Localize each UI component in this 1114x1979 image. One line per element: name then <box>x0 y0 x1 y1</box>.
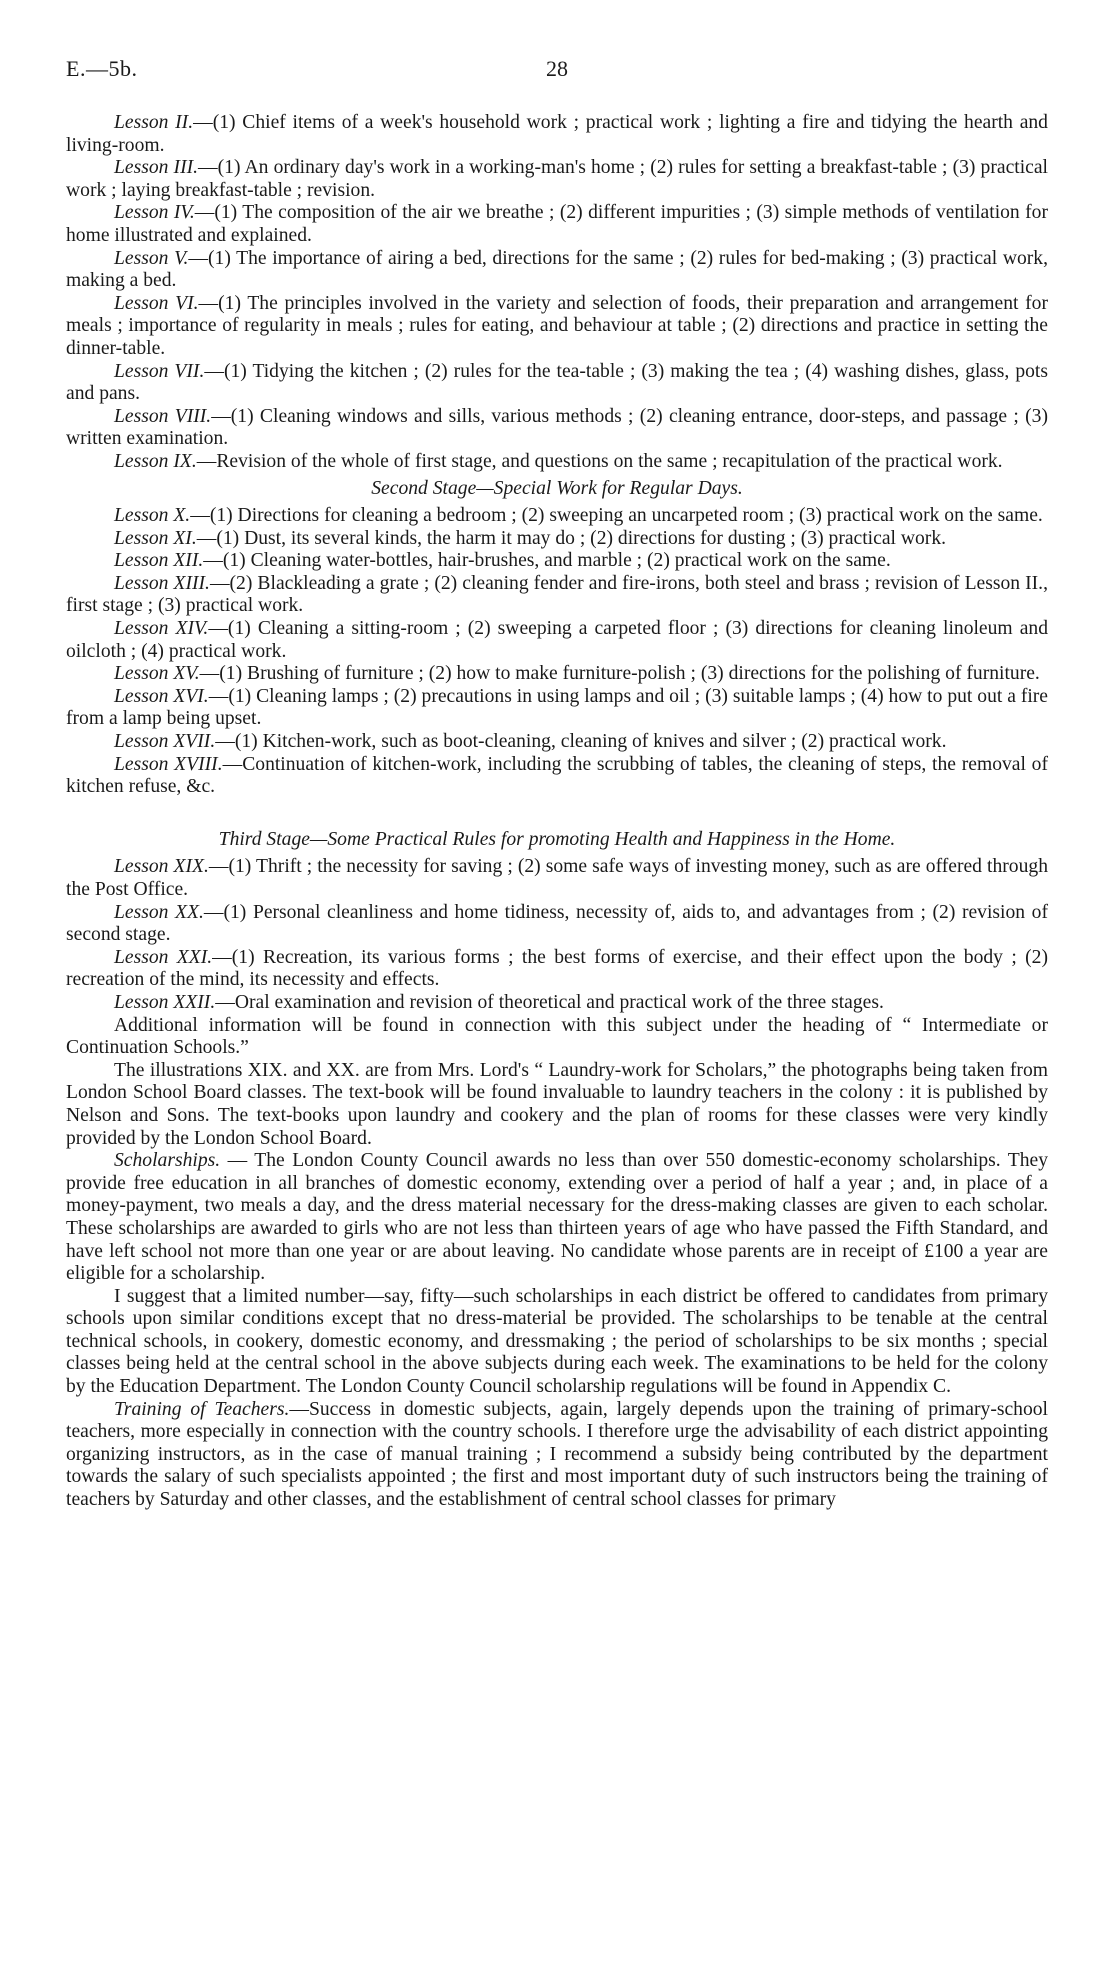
lesson-label: Lesson XI. <box>114 527 197 549</box>
lesson-label: Lesson VI. <box>114 292 199 314</box>
lesson-text: —(1) Dust, its several kinds, the harm it may do ; (2) directions for dusting ; (3) practical work. <box>196 527 947 549</box>
lesson-text: —(1) Brushing of furniture ; (2) how to make furniture-polish ; (3) directions for the polishing of furniture. <box>199 663 1040 685</box>
lesson-paragraph <box>66 856 1048 901</box>
lesson-label: Lesson XVI. <box>114 685 209 707</box>
third-stage-heading: Third Stage—Some Practical Rules for promoting Health and Happiness in the Home. <box>218 828 896 850</box>
lesson-paragraph <box>66 663 1048 686</box>
lesson-text: —(1) Kitchen-work, such as boot-cleaning, cleaning of knives and silver ; (2) practical work. <box>215 731 947 753</box>
lesson-paragraph <box>66 406 1048 451</box>
lesson-label: Lesson X. <box>114 505 191 527</box>
additional-info-paragraph: Additional information will be found in connection with this subject under the heading of “ Intermediate or Continuation Schools.” <box>66 1014 1048 1059</box>
lesson-text: —(2) Blackleading a grate ; (2) cleaning fender and fire-irons, both steel and brass ; revision of Lesson II., first stage ; (3) practical work. <box>66 572 1048 617</box>
page-header <box>66 58 1048 84</box>
lesson-text: —(1) Personal cleanliness and home tidiness, necessity of, aids to, and advantages from ; (2) revision of second stage. <box>66 901 1049 946</box>
lesson-text: —(1) Chief items of a week's household work ; practical work ; lighting a fire and tidying the hearth and living-room. <box>66 112 1048 156</box>
page-number: 28 <box>546 56 568 81</box>
lesson-paragraph <box>66 112 1048 157</box>
lesson-label: Lesson IV. <box>114 202 195 224</box>
lesson-label: Lesson XVIII. <box>114 753 223 775</box>
lesson-paragraph <box>66 992 1048 1015</box>
lesson-paragraph <box>66 202 1048 247</box>
lesson-label: Lesson IX. <box>114 450 197 472</box>
lesson-text: —(1) The importance of airing a bed, directions for the same ; (2) rules for bed-making ; (3) practical work, making a bed. <box>66 247 1048 292</box>
lesson-paragraph <box>66 754 1048 799</box>
lesson-label: Lesson XIX. <box>114 856 209 878</box>
suggestion-paragraph: I suggest that a limited number—say, fifty—such scholarships in each district be offered to candidates from primary schools upon similar conditions except that no dress-material be provided. The scholarships to be tenable at the central technical schools, in cookery, domestic economy, and dressmaking ; the period of scholarships to be six months ; special classes being held at the central school in the above subjects during each week. The examinations to be held for the colony by the Education Department. The London County Council scholarship regulations will be found in Appendix C. <box>66 1285 1048 1398</box>
lesson-text: —Revision of the whole of first stage, and questions on the same ; recapitulation of the practical work. <box>196 450 1003 472</box>
lesson-paragraph <box>66 293 1048 361</box>
lesson-label: Lesson VII. <box>114 360 205 382</box>
lesson-paragraph <box>66 528 1048 551</box>
lesson-text: —(1) An ordinary day's work in a working-man's home ; (2) rules for setting a breakfast-table ; (3) practical work ; laying breakfast-table ; revision. <box>66 157 1049 201</box>
lesson-paragraph <box>66 550 1048 573</box>
training-paragraph <box>66 1399 1048 1512</box>
lesson-paragraph <box>66 686 1048 731</box>
scholarships-label: Scholarships. <box>114 1150 221 1172</box>
lesson-text: —(1) Cleaning windows and sills, various methods ; (2) cleaning entrance, door-steps, and passage ; (3) written examination. <box>66 405 1048 450</box>
lesson-label: Lesson XIV. <box>114 618 209 640</box>
lesson-text: —(1) Tidying the kitchen ; (2) rules for the tea-table ; (3) making the tea ; (4) washing dishes, glass, pots and pans. <box>66 360 1048 405</box>
page-body <box>66 112 1048 1512</box>
scholarships-paragraph <box>66 1150 1048 1286</box>
illustrations-paragraph: The illustrations XIX. and XX. are from Mrs. Lord's “ Laundry-work for Scholars,” the photographs being taken from London School Board classes. The text-book will be found invaluable to laundry teachers in the colony : it is published by Nelson and Sons. The text-books upon laundry and cookery and the plan of rooms for these classes were very kindly provided by the London School Board. <box>66 1059 1048 1149</box>
lesson-label: Lesson XXII. <box>114 991 216 1013</box>
lesson-text: —Oral examination and revision of theoretical and practical work of the three stages. <box>215 991 884 1013</box>
lesson-paragraph <box>66 505 1048 528</box>
lesson-text: —(1) Cleaning lamps ; (2) precautions in using lamps and oil ; (3) suitable lamps ; (4) how to put out a fire from a lamp being upset. <box>66 685 1049 730</box>
lesson-text: —(1) The principles involved in the variety and selection of foods, their preparation and arrangement for meals ; importance of regularity in meals ; rules for eating, and behaviour at table ; (2) directions and practice in setting the dinner-table. <box>66 292 1049 359</box>
lesson-paragraph <box>66 947 1048 992</box>
lesson-paragraph <box>66 618 1048 663</box>
document-reference: E.—5b. <box>66 56 138 81</box>
lesson-text: —(1) Directions for cleaning a bedroom ; (2) sweeping an uncarpeted room ; (3) practical work on the same. <box>190 505 1043 527</box>
lesson-label: Lesson XVII. <box>114 731 216 753</box>
scholarships-text: — The London County Council awards no less than over 550 domestic-economy scholarships. They provide free education in all branches of domestic economy, extending over a period of half a year ; and, in place of a money-payment, two meals a day, and the dress material necessary for the dress-making classes are given to each scholar. These scholarships are awarded to girls who are not less than thirteen years of age who have passed the Fifth Standard, and have left school not more than one year or are about leaving. No candidate whose parents are in receipt of £100 a year are eligible for a scholarship. <box>66 1150 1048 1285</box>
lesson-text: —(1) The composition of the air we breathe ; (2) different impurities ; (3) simple methods of ventilation for home illustrated and explained. <box>66 202 1049 246</box>
lesson-paragraph <box>66 573 1048 618</box>
lesson-label: Lesson II. <box>114 112 194 133</box>
lesson-paragraph <box>66 451 1048 474</box>
lesson-label: Lesson XIII. <box>114 572 210 594</box>
lesson-paragraph <box>66 248 1048 293</box>
lesson-text: —(1) Cleaning a sitting-room ; (2) sweeping a carpeted floor ; (3) directions for cleaning linoleum and oilcloth ; (4) practical work. <box>66 618 1049 662</box>
lesson-paragraph <box>66 157 1048 202</box>
training-text: —Success in domestic subjects, again, largely depends upon the training of primary-school teachers, more especially in connection with the country schools. I therefore urge the advisability of each district appointing organizing instructors, as in the case of manual training ; I recommend a subsidy being contributed by the department towards the salary of such specialists appointed ; the first and most important duty of such instructors being the training of teachers by Saturday and other classes, and the establishment of central school classes for primary <box>66 1398 1048 1511</box>
lesson-label: Lesson XII. <box>114 550 204 572</box>
lesson-text: —(1) Cleaning water-bottles, hair-brushes, and marble ; (2) practical work on the same. <box>203 550 891 572</box>
lesson-label: Lesson XV. <box>114 663 200 685</box>
lesson-text: —Continuation of kitchen-work, including the scrubbing of tables, the cleaning of steps, the removal of kitchen refuse, &c. <box>66 753 1049 798</box>
second-stage-heading: Second Stage—Special Work for Regular Days. <box>371 477 743 499</box>
lesson-label: Lesson III. <box>114 157 199 179</box>
lesson-text: —(1) Thrift ; the necessity for saving ; (2) some safe ways of investing money, such as are offered through the Post Office. <box>66 856 1048 900</box>
lesson-text: —(1) Recreation, its various forms ; the best forms of exercise, and their effect upon the body ; (2) recreation of the mind, its necessity and effects. <box>66 946 1048 991</box>
lesson-label: Lesson XXI. <box>114 946 213 968</box>
lesson-label: Lesson XX. <box>114 901 204 923</box>
lesson-paragraph <box>66 902 1048 947</box>
lesson-label: Lesson VIII. <box>114 405 212 427</box>
lesson-paragraph <box>66 731 1048 754</box>
training-label: Training of Teachers. <box>114 1398 290 1420</box>
lesson-label: Lesson V. <box>114 247 189 269</box>
lesson-paragraph <box>66 361 1048 406</box>
